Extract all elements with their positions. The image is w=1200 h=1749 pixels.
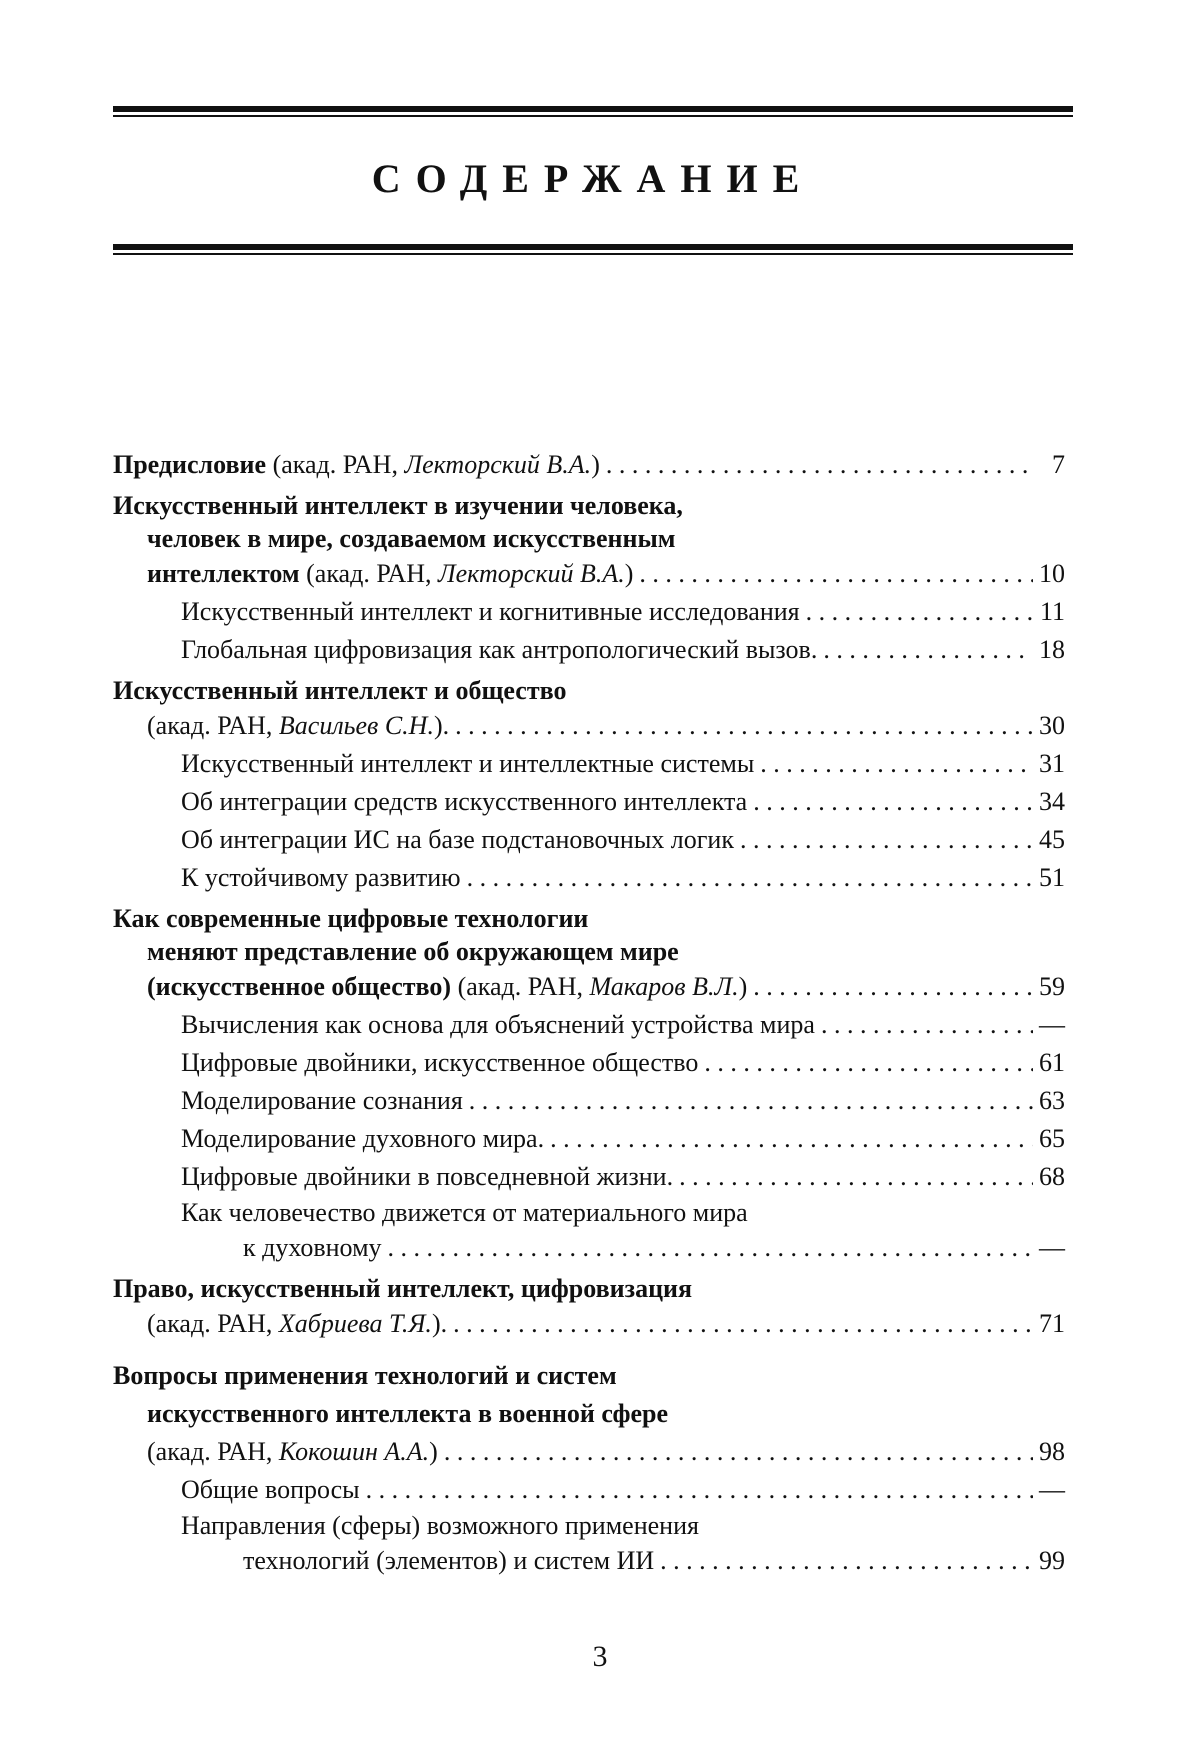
dot-leader bbox=[550, 1120, 1033, 1158]
toc-page-number: 45 bbox=[1039, 825, 1065, 854]
toc-entry-title: (искусственное общество) (акад. РАН, Макаров В.Л.) bbox=[147, 972, 748, 1001]
toc-subentry-title: технологий (элементов) и систем ИИ bbox=[243, 1546, 655, 1575]
dot-leader bbox=[753, 968, 1033, 1006]
toc-entry-ai-society[interactable] bbox=[113, 707, 1065, 745]
toc-subentry[interactable] bbox=[113, 1120, 1065, 1158]
toc-subentry-title: Цифровые двойники, искусственное общество bbox=[181, 1048, 699, 1077]
toc-entry-title: (акад. РАН, Кокошин А.А.) bbox=[147, 1437, 438, 1466]
bottom-rule-thin bbox=[113, 253, 1073, 255]
bottom-rule-thick bbox=[113, 244, 1073, 250]
toc-subentry[interactable] bbox=[113, 859, 1065, 897]
toc-subentry-title: Искусственный интеллект и интеллектные системы bbox=[181, 749, 755, 778]
top-rule-thick bbox=[113, 106, 1073, 112]
toc-page-number: 61 bbox=[1039, 1048, 1065, 1077]
toc-entry-title: интеллектом (акад. РАН, Лекторский В.А.) bbox=[147, 559, 634, 588]
dot-leader bbox=[760, 745, 1033, 783]
toc-entry-title-line: меняют представление об окружающем мире bbox=[147, 937, 679, 966]
dot-leader bbox=[806, 593, 1034, 631]
toc-entry-title-line: Искусственный интеллект в изучении человека, bbox=[113, 491, 683, 520]
toc-page-number: 63 bbox=[1039, 1086, 1065, 1115]
toc-subentry-title: Моделирование сознания bbox=[181, 1086, 463, 1115]
dot-leader bbox=[455, 707, 1033, 745]
toc-subentry-title: Цифровые двойники в повседневной жизни. bbox=[181, 1162, 674, 1191]
toc-page-number: — bbox=[1039, 1475, 1065, 1504]
dot-leader bbox=[823, 631, 1033, 669]
toc-page-number: 68 bbox=[1039, 1162, 1065, 1191]
toc-page-number: 59 bbox=[1039, 972, 1065, 1001]
toc-page-number: — bbox=[1039, 1010, 1065, 1039]
toc-entry-law[interactable] bbox=[113, 1305, 1065, 1343]
toc-subentry[interactable] bbox=[113, 821, 1065, 859]
toc-subentry[interactable] bbox=[113, 745, 1065, 783]
dot-leader bbox=[660, 1542, 1033, 1580]
top-rule-thin bbox=[113, 115, 1073, 117]
toc-page-number: 65 bbox=[1039, 1124, 1065, 1153]
toc-subentry[interactable] bbox=[113, 1471, 1065, 1509]
toc-subentry-title: к духовному bbox=[243, 1233, 382, 1262]
toc-subentry[interactable] bbox=[113, 1229, 1065, 1267]
toc-entry-title-line: человек в мире, создаваемом искусственным bbox=[147, 524, 676, 553]
toc-subentry[interactable] bbox=[113, 1006, 1065, 1044]
toc-subentry[interactable] bbox=[113, 631, 1065, 669]
toc-entry-title: Предисловие (акад. РАН, Лекторский В.А.) bbox=[113, 450, 600, 479]
dot-leader bbox=[453, 1305, 1033, 1343]
toc-subentry-title: Об интеграции ИС на базе подстановочных логик bbox=[181, 825, 734, 854]
toc-subentry[interactable] bbox=[113, 1044, 1065, 1082]
toc-page-number: 71 bbox=[1039, 1309, 1065, 1338]
dot-leader bbox=[388, 1229, 1033, 1267]
toc-subentry-title: Глобальная цифровизация как антропологический вызов. bbox=[181, 635, 818, 664]
toc-entry-ai-human[interactable] bbox=[113, 555, 1065, 593]
dot-leader bbox=[366, 1471, 1033, 1509]
toc-subentry-title: Общие вопросы bbox=[181, 1475, 360, 1504]
toc-page-number: 18 bbox=[1039, 635, 1065, 664]
toc-page-number: 10 bbox=[1039, 559, 1065, 588]
dot-leader bbox=[467, 859, 1033, 897]
toc-entry-military[interactable] bbox=[113, 1433, 1065, 1471]
toc-subentry-title: Об интеграции средств искусственного интеллекта bbox=[181, 787, 748, 816]
toc-subentry-title: Вычисления как основа для объяснений устройства мира bbox=[181, 1010, 815, 1039]
toc-page-number: 99 bbox=[1039, 1546, 1065, 1575]
toc-entry-title-line: Вопросы применения технологий и систем bbox=[113, 1361, 617, 1390]
toc-entry-title-line: Как современные цифровые технологии bbox=[113, 904, 589, 933]
toc-subentry-title: Искусственный интеллект и когнитивные исследования bbox=[181, 597, 800, 626]
toc-subentry-title: Моделирование духовного мира. bbox=[181, 1124, 545, 1153]
toc-subentry[interactable] bbox=[113, 1082, 1065, 1120]
toc-entry-title-line: искусственного интеллекта в военной сфере bbox=[147, 1399, 669, 1428]
toc-page-number: 98 bbox=[1039, 1437, 1065, 1466]
dot-leader bbox=[639, 555, 1033, 593]
page-number: 3 bbox=[592, 1640, 608, 1673]
toc-subentry[interactable] bbox=[113, 593, 1065, 631]
toc-page-number: 34 bbox=[1039, 787, 1065, 816]
dot-leader bbox=[704, 1044, 1033, 1082]
page-title: СОДЕРЖАНИЕ bbox=[371, 156, 815, 201]
toc-page-number: 31 bbox=[1039, 749, 1065, 778]
toc-subentry[interactable] bbox=[113, 1158, 1065, 1196]
dot-leader bbox=[740, 821, 1033, 859]
dot-leader bbox=[679, 1158, 1033, 1196]
toc-subentry[interactable] bbox=[113, 783, 1065, 821]
dot-leader bbox=[444, 1433, 1033, 1471]
toc-subentry-title: К устойчивому развитию bbox=[181, 863, 461, 892]
toc-subentry[interactable] bbox=[113, 1542, 1065, 1580]
toc-subentry-title-line: Как человечество движется от материального мира bbox=[181, 1198, 748, 1227]
toc-entry-digital-tech[interactable] bbox=[113, 968, 1065, 1006]
toc-page-number: 51 bbox=[1039, 863, 1065, 892]
table-of-contents bbox=[113, 446, 1065, 1580]
dot-leader bbox=[606, 446, 1035, 484]
toc-entry-title-line: Право, искусственный интеллект, цифровизация bbox=[113, 1274, 693, 1303]
toc-subentry-title-line: Направления (сферы) возможного применения bbox=[181, 1511, 699, 1540]
toc-entry-title: (акад. РАН, Васильев С.Н.). bbox=[147, 711, 450, 740]
dot-leader bbox=[753, 783, 1033, 821]
toc-page-number: 30 bbox=[1039, 711, 1065, 740]
toc-entry-title-line: Искусственный интеллект и общество bbox=[113, 676, 567, 705]
dot-leader bbox=[469, 1082, 1033, 1120]
toc-page-number: — bbox=[1039, 1233, 1065, 1262]
toc-page-number: 7 bbox=[1052, 450, 1065, 479]
toc-page-number: 11 bbox=[1039, 597, 1065, 626]
toc-entry-title: (акад. РАН, Хабриева Т.Я.). bbox=[147, 1309, 448, 1338]
dot-leader bbox=[821, 1006, 1033, 1044]
toc-entry-preface[interactable] bbox=[113, 446, 1065, 484]
